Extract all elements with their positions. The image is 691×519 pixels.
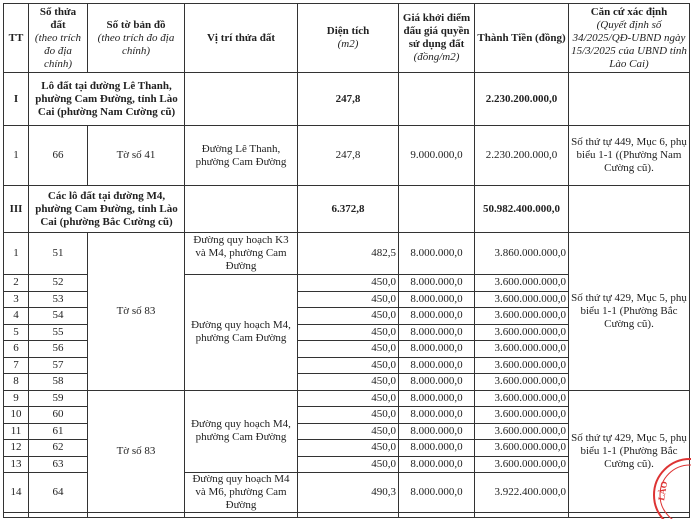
row-dien-tich: 450,0 [298, 407, 399, 424]
row-tt: 5 [4, 324, 29, 341]
group-area: 247,8 [298, 73, 399, 126]
row-thanh-tien: 2.230.200.000,0 [475, 126, 569, 186]
row-dien-tich: 450,0 [298, 291, 399, 308]
row-vi-tri: Đường quy hoạch M4 và M6, phường Cam Đường [185, 473, 298, 513]
col-dien-tich: Diện tích (m2) [298, 4, 399, 73]
row-tt: 14 [4, 473, 29, 513]
table-row [4, 126, 690, 186]
row-gia: 8.000.000,0 [399, 440, 475, 457]
row-thanh-tien: 3.600.000.000,0 [475, 357, 569, 374]
row-thanh-tien: 3.600.000.000,0 [475, 423, 569, 440]
row-tt: 3 [4, 291, 29, 308]
row-gia: 8.000.000,0 [399, 275, 475, 292]
row-so-thua: 62 [29, 440, 88, 457]
row-tt: 11 [4, 423, 29, 440]
seal-text: LÀO [656, 480, 670, 502]
row-gia: 8.000.000,0 [399, 341, 475, 358]
row-dien-tich: 450,0 [298, 324, 399, 341]
row-gia: 8.000.000,0 [399, 308, 475, 325]
row-thanh-tien: 3.600.000.000,0 [475, 341, 569, 358]
group-name: Các lô đất tại đường M4, phường Cam Đường, tỉnh Lào Cai (phường Bắc Cường cũ) [29, 186, 185, 233]
partial-row [4, 513, 690, 518]
row-so-thua: 60 [29, 407, 88, 424]
col-so-thua: Số thửa đất (theo trích đo địa chính) [29, 4, 88, 73]
row-thanh-tien: 3.860.000.000,0 [475, 233, 569, 275]
row-gia: 8.000.000,0 [399, 407, 475, 424]
col-tt: TT [4, 4, 29, 73]
row-dien-tich: 450,0 [298, 357, 399, 374]
row-dien-tich: 247,8 [298, 126, 399, 186]
row-so-thua: 56 [29, 341, 88, 358]
group-total: 2.230.200.000,0 [475, 73, 569, 126]
row-tt: 12 [4, 440, 29, 457]
row-dien-tich: 450,0 [298, 341, 399, 358]
land-price-table [3, 3, 690, 518]
row-gia: 8.000.000,0 [399, 233, 475, 275]
col-so-to: Số tờ bản đồ (theo trích đo địa chính) [88, 4, 185, 73]
row-so-to: Tờ số 41 [88, 126, 185, 186]
row-thanh-tien: 3.600.000.000,0 [475, 407, 569, 424]
red-seal-stamp [650, 455, 691, 519]
row-tt: 8 [4, 374, 29, 391]
group-name: Lô đất tại đường Lê Thanh, phường Cam Đường, tỉnh Lào Cai (phường Nam Cường cũ) [29, 73, 185, 126]
row-so-thua: 58 [29, 374, 88, 391]
row-so-thua: 52 [29, 275, 88, 292]
row-thanh-tien: 3.922.400.000,0 [475, 473, 569, 513]
group-total: 50.982.400.000,0 [475, 186, 569, 233]
row-dien-tich: 450,0 [298, 374, 399, 391]
group-tt: III [4, 186, 29, 233]
row-can-cu: Số thứ tự 449, Mục 6, phụ biểu 1-1 ((Phường Nam Cường cũ). [569, 126, 690, 186]
group-row [4, 73, 690, 126]
row-vi-tri: Đường Lê Thanh, phường Cam Đường [185, 126, 298, 186]
row-tt: 9 [4, 390, 29, 407]
row-dien-tich: 450,0 [298, 456, 399, 473]
row-dien-tich: 482,5 [298, 233, 399, 275]
row-gia: 8.000.000,0 [399, 324, 475, 341]
row-dien-tich: 450,0 [298, 440, 399, 457]
row-tt: 1 [4, 126, 29, 186]
group-area: 6.372,8 [298, 186, 399, 233]
row-so-thua: 57 [29, 357, 88, 374]
table-row [4, 390, 690, 407]
row-tt: 7 [4, 357, 29, 374]
row-gia: 8.000.000,0 [399, 456, 475, 473]
row-so-thua: 55 [29, 324, 88, 341]
row-tt: 2 [4, 275, 29, 292]
row-so-thua: 66 [29, 126, 88, 186]
row-gia: 8.000.000,0 [399, 423, 475, 440]
row-thanh-tien: 3.600.000.000,0 [475, 324, 569, 341]
row-thanh-tien: 3.600.000.000,0 [475, 308, 569, 325]
row-tt: 10 [4, 407, 29, 424]
row-tt: 6 [4, 341, 29, 358]
row-gia: 8.000.000,0 [399, 374, 475, 391]
row-can-cu: Số thứ tự 429, Mục 5, phụ biểu 1-1 (Phường Bắc Cường cũ). [569, 233, 690, 391]
row-so-thua: 51 [29, 233, 88, 275]
row-so-to: Tờ số 83 [88, 233, 185, 391]
row-vi-tri: Đường quy hoạch M4, phường Cam Đường [185, 390, 298, 473]
row-thanh-tien: 3.600.000.000,0 [475, 275, 569, 292]
row-tt: 1 [4, 233, 29, 275]
row-dien-tich: 450,0 [298, 423, 399, 440]
row-dien-tich: 450,0 [298, 275, 399, 292]
row-so-thua: 59 [29, 390, 88, 407]
col-vi-tri: Vị trí thửa đất [185, 4, 298, 73]
row-so-thua: 63 [29, 456, 88, 473]
row-gia: 8.000.000,0 [399, 291, 475, 308]
row-tt: 13 [4, 456, 29, 473]
row-thanh-tien: 3.600.000.000,0 [475, 440, 569, 457]
row-gia: 9.000.000,0 [399, 126, 475, 186]
group-tt: I [4, 73, 29, 126]
row-so-thua: 53 [29, 291, 88, 308]
row-vi-tri: Đường quy hoạch K3 và M4, phường Cam Đường [185, 233, 298, 275]
row-gia: 8.000.000,0 [399, 390, 475, 407]
row-dien-tich: 450,0 [298, 308, 399, 325]
row-dien-tich: 490,3 [298, 473, 399, 513]
col-thanh-tien: Thành Tiền (đồng) [475, 4, 569, 73]
row-thanh-tien: 3.600.000.000,0 [475, 291, 569, 308]
col-can-cu: Căn cứ xác định (Quyết định số 34/2025/QĐ-UBND ngày 15/3/2025 của UBND tỉnh Lào Cai) [569, 4, 690, 73]
row-gia: 8.000.000,0 [399, 357, 475, 374]
table-row [4, 233, 690, 275]
group-row [4, 186, 690, 233]
row-dien-tich: 450,0 [298, 390, 399, 407]
row-so-to: Tờ số 83 [88, 390, 185, 513]
row-so-thua: 64 [29, 473, 88, 513]
row-gia: 8.000.000,0 [399, 473, 475, 513]
row-vi-tri: Đường quy hoạch M4, phường Cam Đường [185, 275, 298, 391]
row-thanh-tien: 3.600.000.000,0 [475, 390, 569, 407]
row-tt: 4 [4, 308, 29, 325]
row-thanh-tien: 3.600.000.000,0 [475, 374, 569, 391]
col-gia: Giá khởi điểm đấu giá quyền sử dụng đất (đồng/m2) [399, 4, 475, 73]
row-can-cu: Số thứ tự 429, Mục 5, phụ biểu 1-1 (Phường Bắc Cường cũ). [569, 390, 690, 513]
header-row [4, 4, 690, 73]
row-thanh-tien: 3.600.000.000,0 [475, 456, 569, 473]
row-so-thua: 54 [29, 308, 88, 325]
row-so-thua: 61 [29, 423, 88, 440]
